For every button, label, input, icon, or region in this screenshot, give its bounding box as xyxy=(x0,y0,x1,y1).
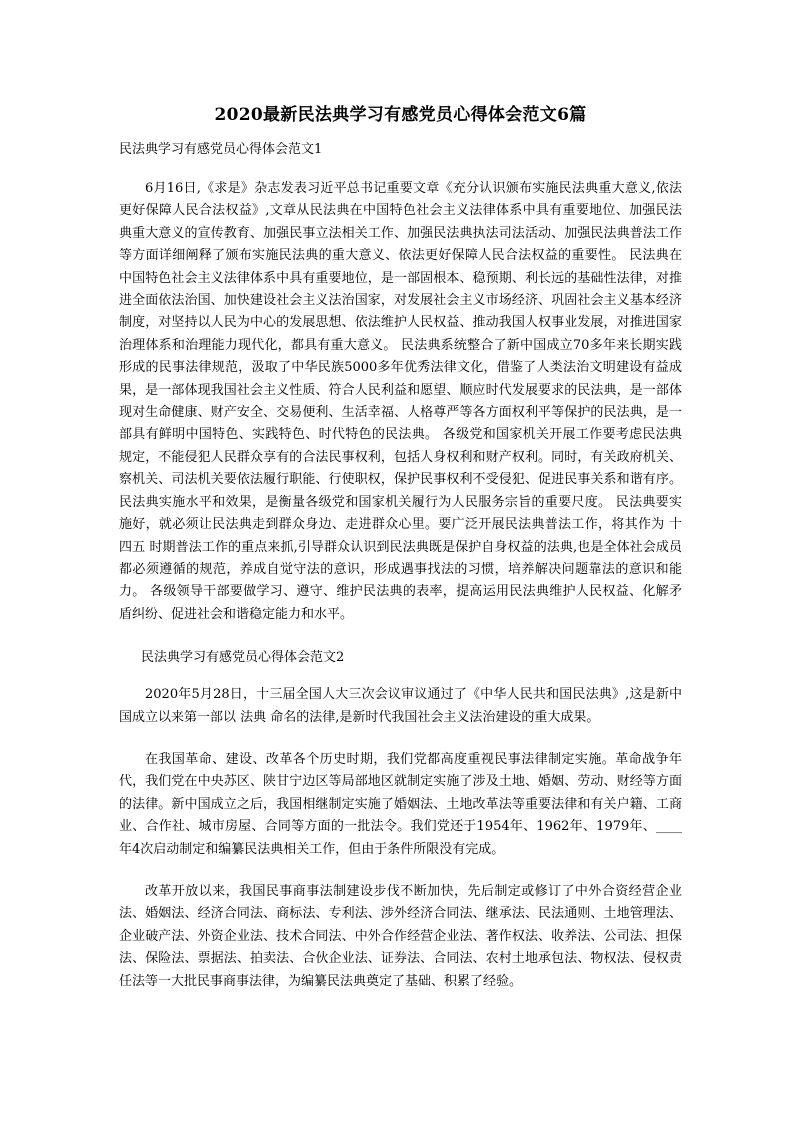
document-title: 2020最新民法典学习有感党员心得体会范文6篇 xyxy=(214,105,587,125)
section-2-heading: 民法典学习有感党员心得体会范文2 xyxy=(141,650,345,666)
section-1-heading: 民法典学习有感党员心得体会范文1 xyxy=(119,142,323,157)
section-1-body: 6月16日,《求是》杂志发表习近平总书记重要文章《充分认识颁布实施民法典重大意义,依法更好保障人民合法权益》,文章从民法典在中国特色社会主义法律体系中具有重要地位、加强民法典重大意义的宣传教育、加强民事立法相关工作、加强民法典执法司法活动、加强民法典普法工作等方面详细阐释了颁布实施民法典的重大意义、依法更好保障人民合法权益的重要性。 民法典在中国特色社会主义法律体系中具有重要地位，是一部固根本、稳预期、利长远的基础性法律，对推进全面依法治国、加快建设社会主义法治国家，对发展社会主义市场经济、巩固社会主义基本经济制度，对坚持以人民为中心的发展思想、依法维护人民权益、推动我国人权事业发展，对推进国家治理体系和治理能力现代化，都具有重大意义。 民法典系统整合了新中国成立70多年来长期实践形成的民事法律规范，汲取了中华民族5000多年优秀法律文化，借鉴了人类法治文明建设有益成果，是一部体现我国社会主义性质、符合人民利益和愿望、顺应时代发展要求的民法典，是一部体现对生命健康、财产安全、交易便利、生活幸福、人格尊严等各方面权利平等保护的民法典，是一部具有鲜明中国特色、实践特色、时代特色的民法典。 各级党和国家机关开展工作要考虑民法典规定，不能侵犯人民群众享有的合法民事权利，包括人身权利和财产权利。同时，有关政府机关、察机关、司法机关要依法履行职能、行使职权，保护民事权利不受侵犯、促进民事关系和谐有序。民法典实施水平和效果，是衡量各级党和国家机关履行为人民服务宗旨的重要尺度。 民法典要实施好，就必须让民法典走到群众身边、走进群众心里。要广泛开展民法典普法工作，将其作为 十四五 时期普法工作的重点来抓,引导群众认识到民法典既是保护自身权益的法典,也是全体社会成员都必须遵循的规范，养成自觉守法的意识，形成遇事找法的习惯，培养解决问题靠法的意识和能力。 各级领导干部要做学习、遵守、维护民法典的表率，提高运用民法典维护人民权益、化解矛盾纠纷、促进社会和谐稳定能力和水平。 xyxy=(119,181,682,622)
section-2-paragraph-1: 2020年5月28日，十三届全国人大三次会议审议通过了《中华人民共和国民法典》,这是新中国成立以来第一部以 法典 命名的法律,是新时代我国社会主义法治建设的重大成果。 xyxy=(119,687,682,725)
section-2-paragraph-3: 改革开放以来，我国民事商事法制建设步伐不断加快，先后制定或修订了中外合资经营企业法、婚姻法、经济合同法、商标法、专利法、涉外经济合同法、继承法、民法通则、土地管理法、企业破产法、外资企业法、技术合同法、中外合作经营企业法、著作权法、收养法、公司法、担保法、保险法、票据法、拍卖法、合伙企业法、证券法、合同法、农村土地承包法、物权法、侵权责任法等一大批民事商事法律，为编纂民法典奠定了基础、积累了经验。 xyxy=(119,883,682,989)
section-2-paragraph-2: 在我国革命、建设、改革各个历史时期，我们党都高度重视民事法律制定实施。革命战争年代，我们党在中央苏区、陕甘宁边区等局部地区就制定实施了涉及土地、婚姻、劳动、财经等方面的法律。新中国成立之后，我国相继制定实施了婚姻法、土地改革法等重要法律和有关户籍、工商业、合作社、城市房屋、合同等方面的一批法令。我们党还于1954年、1962年、1979年、____年4次启动制定和编纂民法典相关工作，但由于条件所限没有完成。 xyxy=(119,751,682,857)
